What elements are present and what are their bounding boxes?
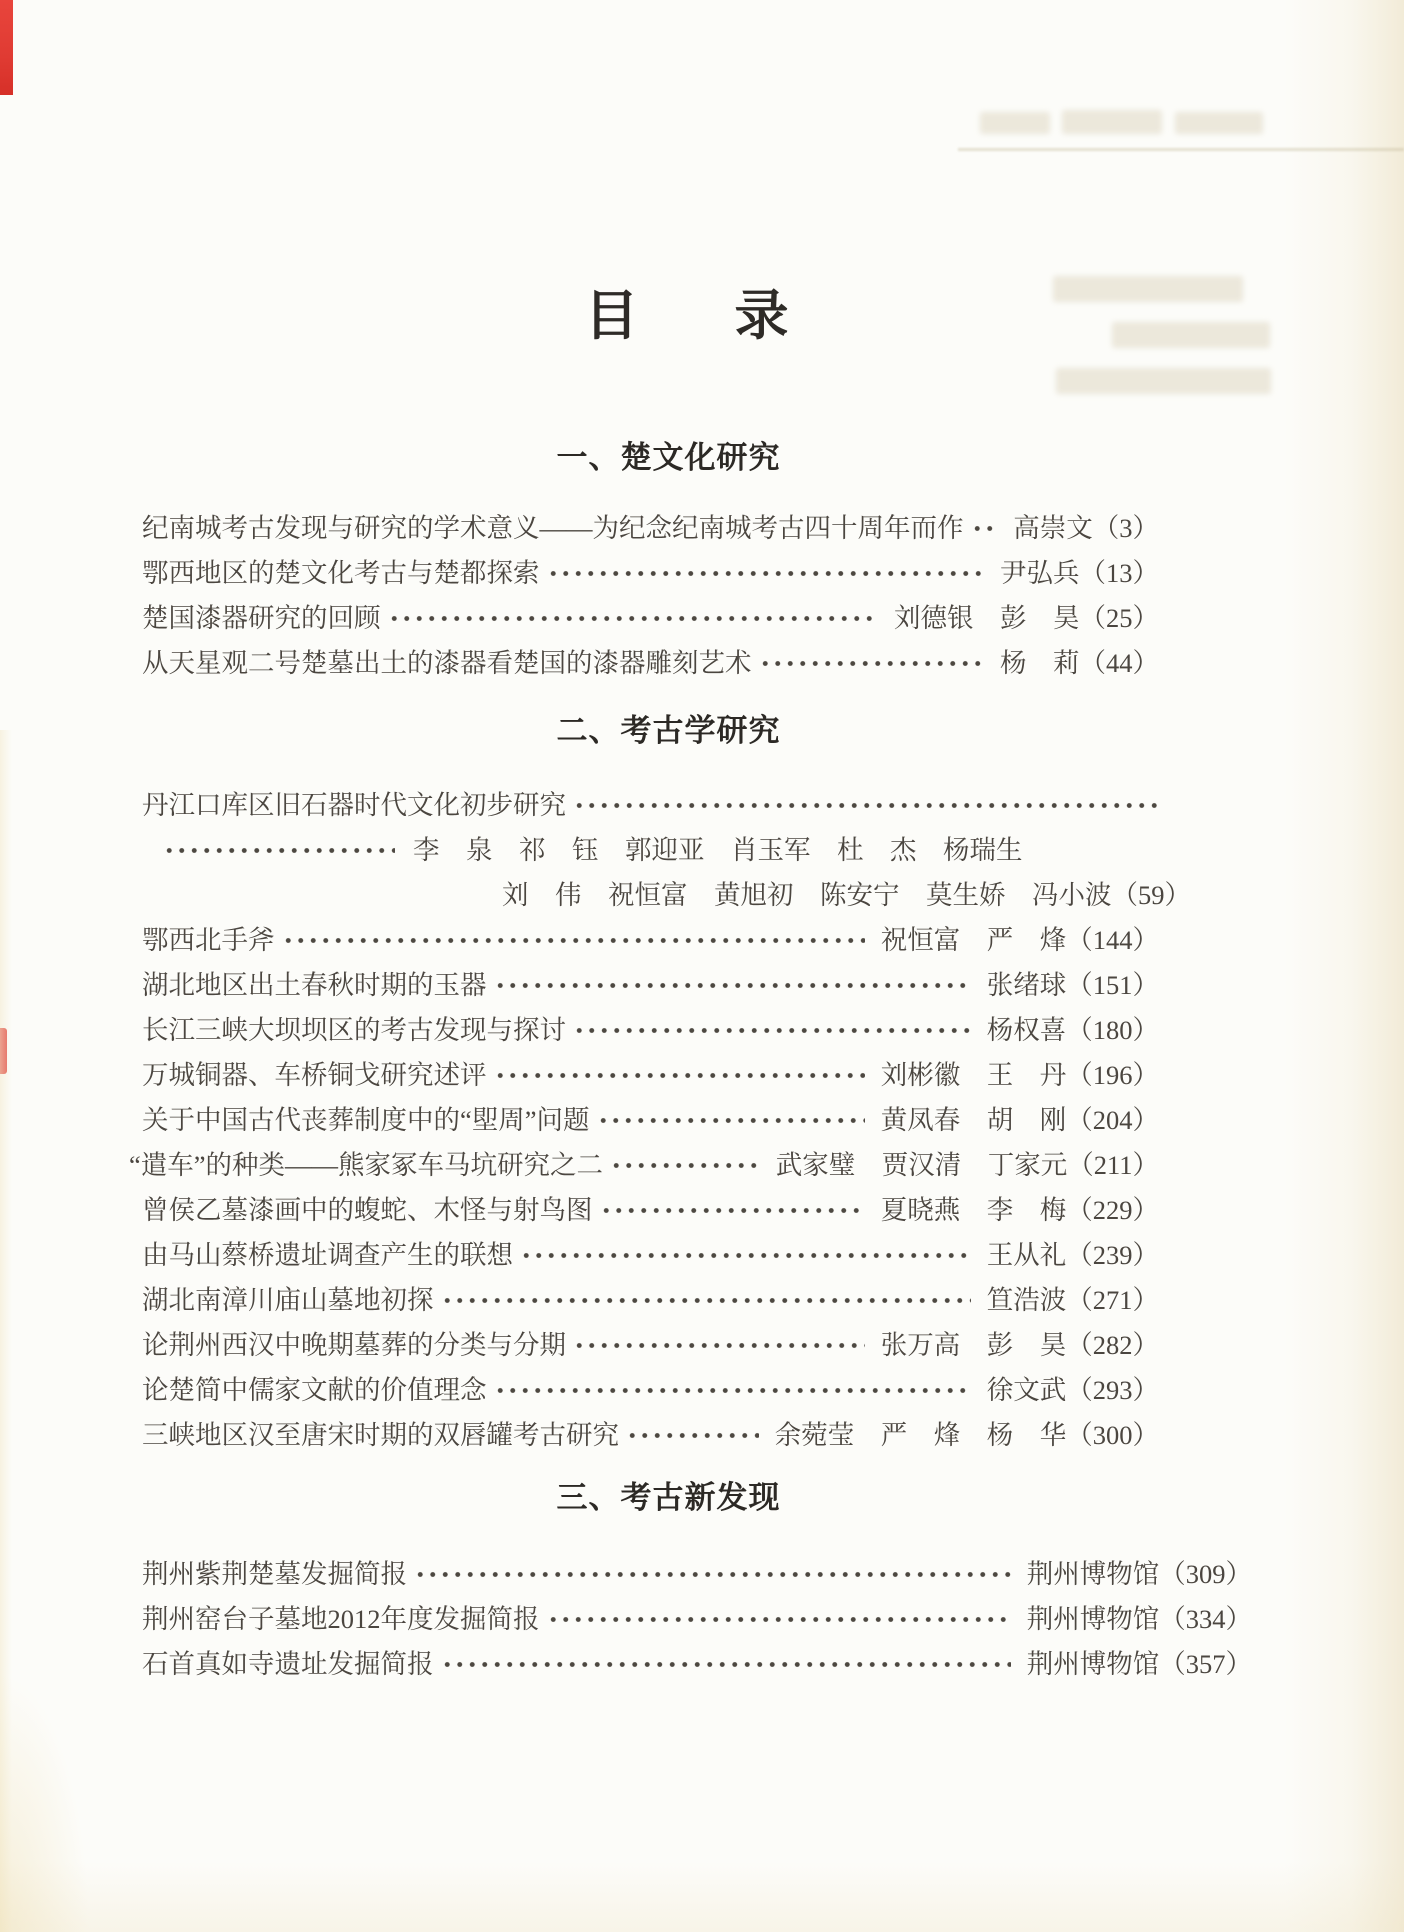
bleedthrough-text-mark <box>1062 110 1162 134</box>
entry-tail: 杨 莉（44） <box>1000 648 1159 678</box>
toc-entry <box>142 1413 1159 1458</box>
entry-title: 长江三峡大坝坝区的考古发现与探讨 <box>142 1015 566 1045</box>
entry-title: 从天星观二号楚墓出土的漆器看楚国的漆器雕刻艺术 <box>142 648 752 678</box>
page-title-char: 目 <box>584 286 639 346</box>
dot-leader <box>607 1143 760 1188</box>
toc-entry <box>142 641 1159 686</box>
toc-entry <box>142 1278 1159 1323</box>
dot-leader <box>597 1188 865 1233</box>
page-title-text <box>585 287 789 345</box>
toc-entry <box>142 1233 1159 1278</box>
entry-title: 纪南城考古发现与研究的学术意义——为纪念纪南城考古四十周年而作 <box>142 513 964 543</box>
entry-tail: 王从礼（239） <box>986 1240 1159 1270</box>
toc-section <box>129 711 1191 1458</box>
bleedthrough-text-mark <box>980 112 1050 134</box>
dot-leader <box>491 1053 865 1098</box>
bleedthrough-text-mark <box>1056 368 1271 394</box>
entry-tail: 夏晓燕 李 梅（229） <box>880 1195 1159 1225</box>
dot-leader <box>968 506 998 551</box>
entry-tail: 刘彬徽 王 丹（196） <box>880 1060 1159 1090</box>
dot-leader <box>491 1368 971 1413</box>
entry-title: 曾侯乙墓漆画中的蝮蛇、木怪与射鸟图 <box>142 1195 593 1225</box>
entry-tail: 张万高 彭 昊（282） <box>880 1330 1159 1360</box>
entry-list <box>129 783 1191 1458</box>
entry-title: 荆州窑台子墓地2012年度发掘简报 <box>142 1604 540 1634</box>
entry-title: 由马山蔡桥遗址调查产生的联想 <box>142 1240 513 1270</box>
entry-title: 论荆州西汉中晚期墓葬的分类与分期 <box>142 1330 566 1360</box>
entry-title: 楚国漆器研究的回顾 <box>142 603 381 633</box>
entry-title: 论楚简中儒家文献的价值理念 <box>142 1375 487 1405</box>
entry-title: 三峡地区汉至唐宋时期的双唇罐考古研究 <box>142 1420 619 1450</box>
dot-leader <box>491 963 971 1008</box>
section-heading: 三、考古新发现 <box>556 1480 781 1515</box>
entry-tail: 笪浩波（271） <box>986 1285 1159 1315</box>
entry-tail: 刘 伟 祝恒富 黄旭初 陈安宁 莫生娇 冯小波（59） <box>502 880 1191 910</box>
paper-edge-shading-bottom <box>0 1862 1404 1932</box>
toc-entry <box>142 551 1159 596</box>
dot-leader <box>570 1008 971 1053</box>
entry-title: 万城铜器、车桥铜戈研究述评 <box>142 1060 487 1090</box>
dot-leader <box>623 1413 759 1458</box>
toc-entry <box>142 1597 1252 1642</box>
bleedthrough-rule <box>958 148 1404 151</box>
dot-leader <box>570 1323 865 1368</box>
dot-leader <box>594 1098 865 1143</box>
entry-tail: 杨权喜（180） <box>986 1015 1159 1045</box>
entry-tail: 荆州博物馆（309） <box>1026 1559 1252 1589</box>
toc-entry <box>142 1552 1252 1597</box>
toc-entry <box>129 1143 1159 1188</box>
entry-tail: 尹弘兵（13） <box>1000 558 1159 588</box>
toc-entry <box>142 1098 1159 1143</box>
toc-entry <box>142 963 1159 1008</box>
toc-entry <box>142 918 1159 963</box>
entry-title: 荆州紫荆楚墓发掘简报 <box>142 1559 407 1589</box>
entry-list <box>142 1552 1252 1687</box>
entry-tail: 余菀莹 严 烽 杨 华（300） <box>774 1420 1159 1450</box>
toc-section <box>142 1478 1252 1687</box>
dot-leader <box>544 1597 1011 1642</box>
entry-title: “遣车”的种类——熊家冢车马坑研究之二 <box>129 1150 604 1180</box>
entry-title: 石首真如寺遗址发掘简报 <box>142 1649 434 1679</box>
dot-leader <box>544 551 985 596</box>
toc-section <box>142 438 1159 686</box>
toc-entry <box>142 1368 1159 1413</box>
dot-leader <box>438 1278 971 1323</box>
entry-tail: 祝恒富 严 烽（144） <box>880 925 1159 955</box>
dot-leader <box>411 1552 1011 1597</box>
entry-title: 湖北地区出土春秋时期的玉器 <box>142 970 487 1000</box>
toc-entry <box>142 783 1159 828</box>
entry-tail: 荆州博物馆（357） <box>1026 1649 1252 1679</box>
dot-leader <box>517 1233 971 1278</box>
entry-title: 丹江口库区旧石器时代文化初步研究 <box>142 790 566 820</box>
dot-leader <box>438 1642 1011 1687</box>
paper-edge-shading-left <box>0 730 12 1932</box>
entry-tail: 刘德银 彭 昊（25） <box>894 603 1159 633</box>
toc-entry <box>142 1323 1159 1368</box>
toc-entry <box>142 1642 1252 1687</box>
page-title <box>142 287 1159 347</box>
paper-edge-shading-right <box>1284 0 1404 1932</box>
entry-tail: 张绪球（151） <box>986 970 1159 1000</box>
toc-entry <box>142 596 1159 641</box>
entry-tail: 黄凤春 胡 刚（204） <box>880 1105 1159 1135</box>
section-heading: 二、考古学研究 <box>556 713 781 748</box>
toc-entry <box>142 873 1191 918</box>
red-edge-mark <box>0 1028 7 1074</box>
entry-tail: 武家璧 贾汉清 丁家元（211） <box>775 1150 1159 1180</box>
toc-entry <box>142 828 1191 873</box>
dot-leader <box>756 641 985 686</box>
toc-entry <box>142 1008 1159 1053</box>
paper-corner-shading <box>0 1672 90 1932</box>
toc-entry <box>142 1188 1159 1233</box>
entry-list <box>142 506 1159 686</box>
toc-entry <box>142 506 1159 551</box>
toc-entry <box>142 1053 1159 1098</box>
entry-title: 关于中国古代丧葬制度中的“堲周”问题 <box>142 1105 590 1135</box>
dot-leader <box>279 918 865 963</box>
entry-tail: 李 泉 祁 钰 郭迎亚 肖玉军 杜 杰 杨瑞生 <box>413 835 1023 865</box>
entry-title: 鄂西北手斧 <box>142 925 275 955</box>
dot-leader <box>385 596 879 641</box>
dot-leader <box>570 783 1159 828</box>
entry-tail: 徐文武（293） <box>986 1375 1159 1405</box>
red-edge-bar <box>0 0 13 95</box>
entry-title: 鄂西地区的楚文化考古与楚都探索 <box>142 558 540 588</box>
entry-tail: 高崇文（3） <box>1013 513 1159 543</box>
entry-tail: 荆州博物馆（334） <box>1026 1604 1252 1634</box>
bleedthrough-text-mark <box>1175 112 1263 134</box>
dot-leader <box>160 828 395 873</box>
entry-title: 湖北南漳川庙山墓地初探 <box>142 1285 434 1315</box>
page-title-char: 录 <box>734 286 789 346</box>
section-heading: 一、楚文化研究 <box>556 440 781 475</box>
